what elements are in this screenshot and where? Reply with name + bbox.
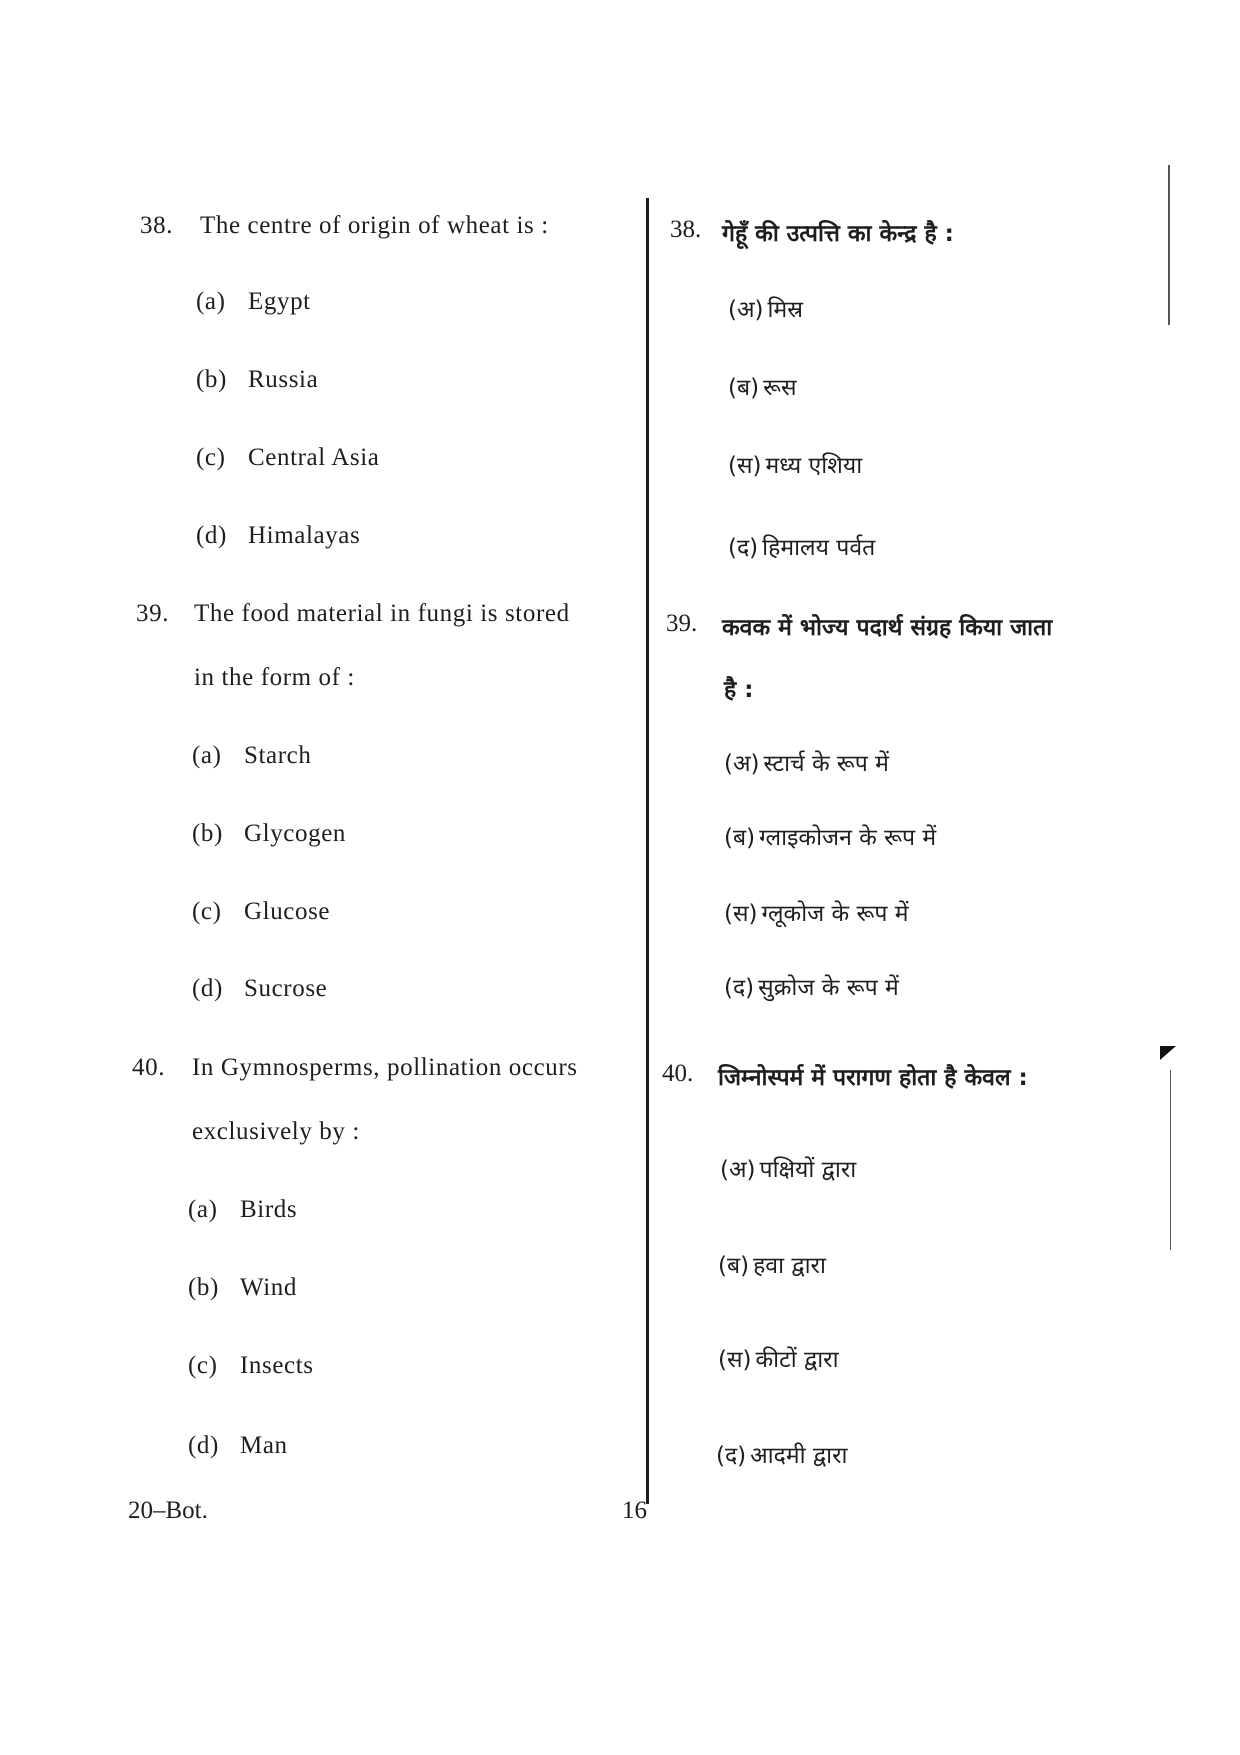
- option-b: (b) Russia: [196, 366, 319, 393]
- option-a: (अ) पक्षियों द्वारा: [720, 1157, 857, 1183]
- option-c: (c) Central Asia: [196, 444, 380, 471]
- option-b: (b) Glycogen: [192, 820, 346, 847]
- option-b: (b) Wind: [188, 1274, 297, 1301]
- option-a: (a) Egypt: [196, 288, 311, 315]
- option-b: (ब) हवा द्वारा: [718, 1253, 826, 1279]
- question-number: 40.: [662, 1060, 694, 1087]
- option-d: (d) Himalayas: [196, 522, 361, 549]
- option-d: (द) हिमालय पर्वत: [728, 535, 876, 561]
- question-text: जिम्नोस्पर्म में परागण होता है केवल :: [718, 1065, 1028, 1091]
- question-text: गेहूँ की उत्पत्ति का केन्द्र है :: [722, 221, 954, 247]
- option-c: (c) Glucose: [192, 898, 331, 925]
- question-text-line-2: in the form of :: [194, 664, 355, 691]
- question-number: 40.: [132, 1054, 166, 1081]
- option-a: (a) Birds: [188, 1196, 298, 1223]
- option-b: (ब) ग्लाइकोजन के रूप में: [724, 825, 937, 851]
- question-number: 39.: [666, 610, 698, 637]
- option-c: (स) मध्य एशिया: [728, 453, 863, 479]
- question-text: The centre of origin of wheat is :: [200, 212, 549, 239]
- question-text-line-1: कवक में भोज्य पदार्थ संग्रह किया जाता: [722, 615, 1053, 641]
- question-text-line-2: exclusively by :: [192, 1118, 360, 1145]
- paper-code: 20–Bot.: [128, 1497, 208, 1524]
- question-number: 38.: [140, 212, 174, 239]
- page-number: 16: [622, 1497, 647, 1524]
- option-b: (ब) रूस: [728, 375, 797, 401]
- option-c: (स) ग्लूकोज के रूप में: [724, 901, 909, 927]
- option-a: (अ) मिस्र: [728, 297, 804, 323]
- option-c: (c) Insects: [188, 1352, 314, 1379]
- question-number: 38.: [670, 216, 702, 243]
- question-text-line-2: है :: [724, 677, 754, 703]
- option-a: (a) Starch: [192, 742, 312, 769]
- question-number: 39.: [136, 600, 170, 627]
- option-d: (d) Man: [188, 1432, 288, 1459]
- option-c: (स) कीटों द्वारा: [718, 1347, 839, 1373]
- option-d: (द) आदमी द्वारा: [716, 1443, 848, 1469]
- question-text-line-1: In Gymnosperms, pollination occurs: [192, 1054, 578, 1081]
- question-text-line-1: The food material in fungi is stored: [194, 600, 570, 627]
- option-a: (अ) स्टार्च के रूप में: [724, 751, 889, 777]
- option-d: (द) सुक्रोज के रूप में: [724, 975, 899, 1001]
- option-d: (d) Sucrose: [192, 975, 328, 1002]
